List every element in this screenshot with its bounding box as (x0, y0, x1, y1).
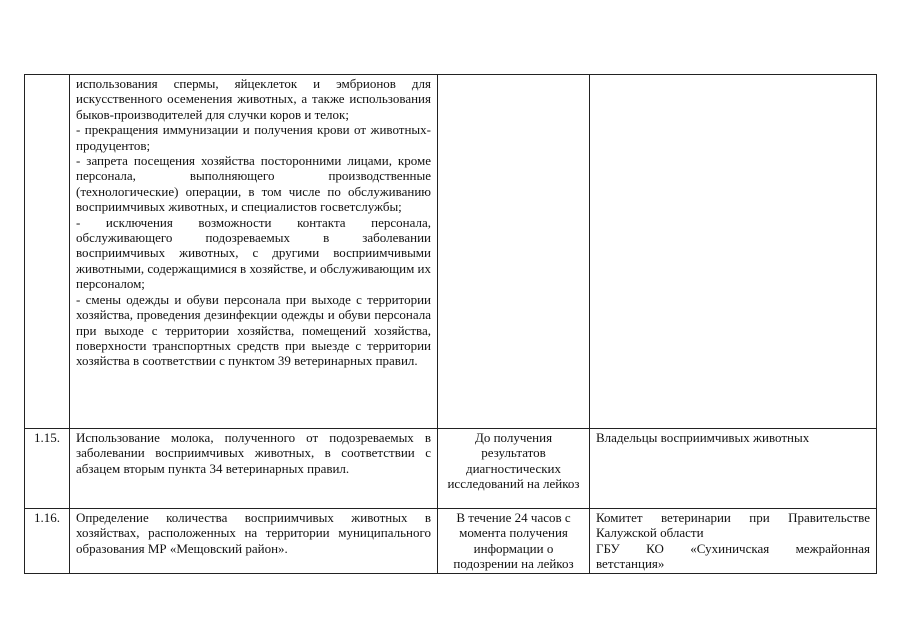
table-row (25, 509, 877, 574)
responsible-line: Владельцы восприимчивых животных (596, 430, 810, 445)
responsible-line: Комитет ветеринарии при Правительстве Калужской области (596, 510, 870, 541)
measure-paragraph: Использование молока, полученного от подозреваемых в заболевании восприимчивых животных, в соответствии с абзацем вторым пункта 34 ветеринарных правил. (76, 430, 431, 476)
term-cell: В течение 24 часов с момента получения информации о подозрении на лейкоз (438, 509, 590, 574)
table-row (25, 429, 877, 509)
term-cell (438, 75, 590, 429)
responsible-cell (590, 429, 877, 509)
term-cell: До получения результатов диагностических исследований на лейкоз (438, 429, 590, 509)
measures-table (24, 74, 877, 574)
measure-paragraph: использования спермы, яйцеклеток и эмбрионов для искусственного осеменения животных, а также использования быков-производителей для случки коров и телок; (76, 76, 431, 122)
measure-paragraph: Определение количества восприимчивых животных в хозяйствах, расположенных на территории муниципального образования МР «Мещовский район». (76, 510, 431, 556)
measure-paragraph: - смены одежды и обуви персонала при выходе с территории хозяйства, проведения дезинфекции одежды и обуви персонала при выходе с территории хозяйства, помещений хозяйства, поверхности транспортных средств при выезде с территории хозяйства в соответствии с пунктом 39 ветеринарных правил. (76, 291, 431, 369)
measure-paragraph: - прекращения иммунизации и получения крови от животных-продуцентов; (76, 122, 431, 153)
responsible-cell (590, 509, 877, 574)
measure-cell (70, 75, 438, 429)
row-number (25, 75, 70, 429)
responsible-line: ГБУ КО «Сухиничская межрайонная ветстанция» (596, 540, 870, 572)
measure-cell (70, 429, 438, 509)
row-number: 1.15. (25, 429, 70, 509)
measure-cell (70, 509, 438, 574)
measure-paragraph: - запрета посещения хозяйства посторонними лицами, кроме персонала, выполняющего производственные (технологические) операции, в том числе по обслуживанию восприимчивых животных, и специалистов госветслужбы; (76, 153, 431, 215)
measure-paragraph: - исключения возможности контакта персонала, обслуживающего подозреваемых в заболевании восприимчивых животных, с другими восприимчивыми животными, содержащимися в хозяйстве, и обслуживающим их персоналом; (76, 214, 431, 292)
table-row (25, 75, 877, 429)
responsible-cell (590, 75, 877, 429)
row-number: 1.16. (25, 509, 70, 574)
